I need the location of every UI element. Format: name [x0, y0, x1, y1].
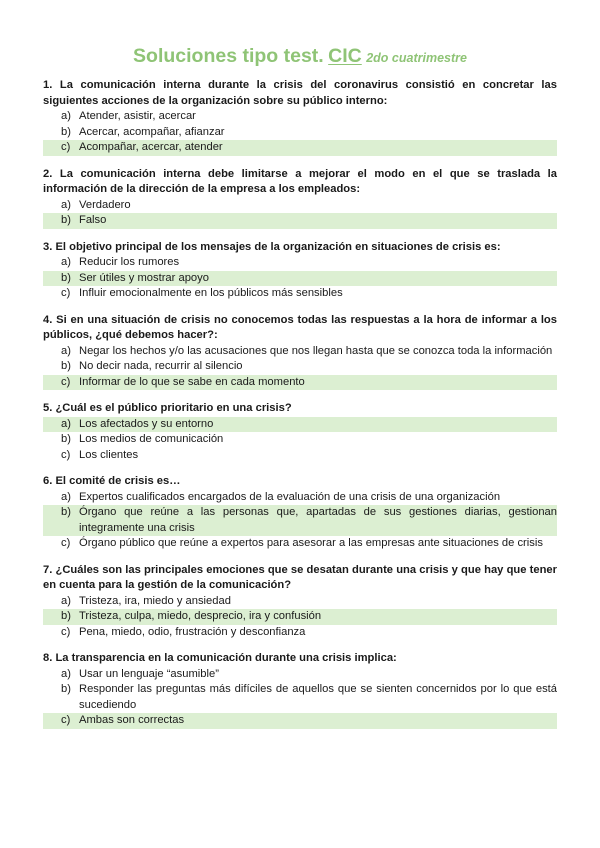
option-letter: a)	[61, 198, 71, 211]
option-text: Los clientes	[79, 448, 139, 461]
title-part2: CIC	[328, 45, 362, 67]
question-7	[43, 563, 557, 641]
option-letter: b)	[61, 271, 71, 284]
option-letter: c)	[61, 714, 71, 726]
question-text: 2. La comunicación interna debe limitarse a mejorar el modo en el que se traslada la información de la dirección de la empresa a los empleados:	[43, 167, 557, 195]
question-8	[43, 651, 557, 729]
option-b	[43, 213, 557, 229]
option-letter: b)	[61, 433, 71, 445]
option-text: Informar de lo que se sabe en cada momento	[79, 375, 305, 388]
option-text: Los afectados y su entorno	[79, 417, 214, 430]
option-letter: a)	[61, 110, 71, 122]
option-text: Influir emocionalmente en los públicos más sensibles	[79, 287, 343, 299]
option-a	[43, 109, 557, 125]
question-5	[43, 401, 557, 463]
title-subtitle: 2do cuatrimestre	[366, 51, 467, 65]
option-b	[43, 682, 557, 713]
option-c	[43, 625, 557, 641]
option-c	[43, 375, 557, 391]
option-text: Verdadero	[79, 198, 131, 211]
question-text: 6. El comité de crisis es…	[43, 475, 181, 487]
option-c	[43, 536, 557, 552]
option-b	[43, 432, 557, 448]
option-text: Órgano que reúne a las personas que, apartadas de sus gestiones diarias, gestionan integramente una crisis	[79, 506, 557, 534]
option-list	[43, 198, 557, 229]
question-text: 8. La transparencia en la comunicación durante una crisis implica:	[43, 652, 397, 664]
option-letter: b)	[61, 506, 71, 518]
question-text: 1. La comunicación interna durante la crisis del coronavirus consistió en concretar las siguientes acciones de la organización sobre su público interno:	[43, 79, 557, 107]
option-c	[43, 448, 557, 464]
option-letter: b)	[61, 360, 71, 372]
option-b	[43, 505, 557, 536]
page-title	[43, 43, 557, 69]
option-b	[43, 609, 557, 625]
option-letter: a)	[61, 594, 71, 607]
question-3	[43, 240, 557, 302]
option-letter: c)	[61, 448, 71, 461]
question-1	[43, 78, 557, 156]
option-letter: b)	[61, 125, 71, 138]
option-b	[43, 359, 557, 375]
option-list	[43, 667, 557, 729]
option-text: Ambas son correctas	[79, 714, 185, 726]
question-text: 5. ¿Cuál es el público prioritario en una crisis?	[43, 402, 292, 414]
question-6	[43, 474, 557, 552]
document-page	[43, 0, 557, 729]
option-letter: c)	[61, 537, 71, 549]
option-text: Tristeza, culpa, miedo, desprecio, ira y confusión	[79, 610, 322, 622]
option-letter: c)	[61, 287, 71, 299]
option-letter: b)	[61, 610, 71, 622]
option-letter: c)	[61, 625, 71, 638]
option-b	[43, 125, 557, 141]
question-2	[43, 167, 557, 229]
question-text: 4. Si en una situación de crisis no conocemos todas las respuestas a la hora de informar a los públicos, ¿qué debemos hacer?:	[43, 313, 557, 341]
option-a	[43, 417, 557, 433]
option-c	[43, 286, 557, 302]
option-a	[43, 344, 557, 360]
option-letter: c)	[61, 141, 71, 153]
question-text: 3. El objetivo principal de los mensajes de la organización en situaciones de crisis es:	[43, 240, 501, 253]
title-part1: Soluciones tipo test.	[133, 45, 324, 67]
question-4	[43, 313, 557, 391]
option-list	[43, 344, 557, 391]
option-b	[43, 271, 557, 287]
option-text: Responder las preguntas más difíciles de aquellos que se sienten concernidos por lo que está sucediendo	[79, 683, 557, 711]
option-c	[43, 140, 557, 156]
option-text: Acercar, acompañar, afianzar	[79, 125, 225, 138]
option-list	[43, 417, 557, 464]
option-a	[43, 667, 557, 683]
option-text: Acompañar, acercar, atender	[79, 141, 223, 153]
option-letter: b)	[61, 214, 71, 226]
question-list	[43, 78, 557, 729]
option-text: Los medios de comunicación	[79, 433, 224, 445]
option-list	[43, 594, 557, 641]
option-letter: a)	[61, 490, 71, 503]
option-a	[43, 255, 557, 271]
option-a	[43, 490, 557, 506]
option-letter: a)	[61, 344, 71, 357]
option-c	[43, 713, 557, 729]
option-a	[43, 594, 557, 610]
option-text: Tristeza, ira, miedo y ansiedad	[79, 594, 231, 607]
option-letter: a)	[61, 667, 71, 680]
option-letter: a)	[61, 256, 71, 268]
option-text: Reducir los rumores	[79, 256, 180, 268]
option-text: Ser útiles y mostrar apoyo	[79, 271, 209, 284]
option-letter: c)	[61, 375, 71, 388]
option-list	[43, 255, 557, 302]
option-text: Falso	[79, 214, 107, 226]
option-letter: a)	[61, 417, 71, 430]
question-text: 7. ¿Cuáles son las principales emociones que se desatan durante una crisis y que hay que tener en cuenta para la gestión de la comunicación?	[43, 563, 557, 591]
option-text: No decir nada, recurrir al silencio	[79, 360, 243, 372]
option-a	[43, 198, 557, 214]
option-list	[43, 490, 557, 552]
option-text: Negar los hechos y/o las acusaciones que nos llegan hasta que se conozca toda la información	[79, 344, 553, 357]
option-list	[43, 109, 557, 156]
option-text: Expertos cualificados encargados de la evaluación de una crisis de una organización	[79, 490, 501, 503]
option-text: Usar un lenguaje “asumible”	[79, 667, 219, 680]
option-letter: b)	[61, 683, 71, 695]
option-text: Órgano público que reúne a expertos para asesorar a las empresas ante situaciones de crisis	[79, 537, 543, 549]
option-text: Atender, asistir, acercar	[79, 110, 196, 122]
option-text: Pena, miedo, odio, frustración y desconfianza	[79, 625, 306, 638]
